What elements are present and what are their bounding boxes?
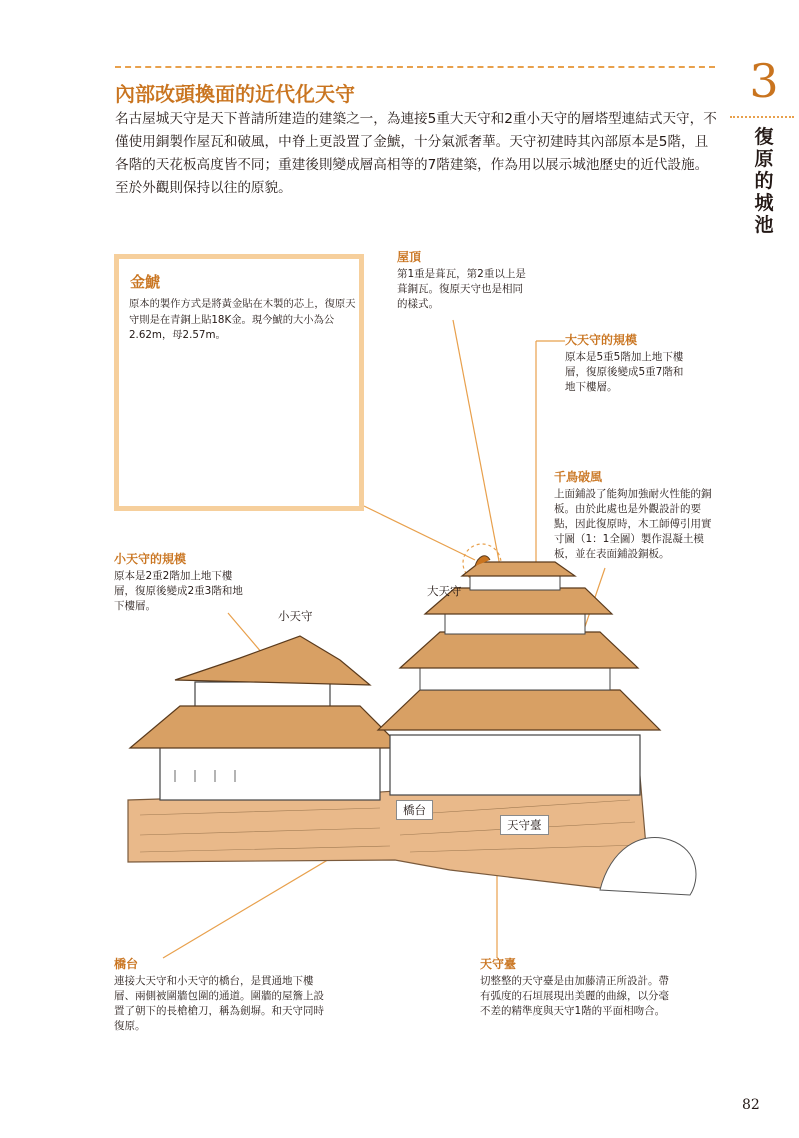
label-small-tower: 小天守: [278, 609, 313, 623]
callout-main-scale: [565, 333, 690, 395]
page-number: 82: [742, 1097, 760, 1113]
callout-tenshudai: [480, 957, 672, 1019]
shachi-text: 原本的製作方式是將黃金貼在木製的芯上，復原天守則是在青銅上貼18K金。現今鯱的大小為公2.62m，母2.57m。: [129, 298, 356, 341]
callout-chidori-title: 千鳥破風: [554, 470, 603, 484]
callout-small-scale: [114, 552, 249, 614]
chapter-number: 3: [749, 54, 779, 108]
callout-hashidai-text: 連接大天守和小天守的橋台，是貫通地下樓層、兩側被圍牆包圍的通道。圍牆的屋簷上設置了朝下的長槍槍刀，稱為劍塀。和天守同時復原。: [114, 975, 324, 1032]
callout-roof-title: 屋頂: [397, 250, 422, 264]
label-base: 天守臺: [500, 815, 549, 835]
callout-hashidai: [114, 957, 326, 1034]
chapter-title: 復原的城池: [754, 126, 774, 236]
callout-tenshudai-title: 天守臺: [480, 957, 517, 971]
callout-small-scale-title: 小天守的規模: [114, 552, 187, 566]
callout-chidori-text: 上面鋪設了能夠加強耐火性能的銅板。由於此處也是外觀設計的要點，因此復原時，木工師傅引用實寸圖（1：1全圖）製作混凝土模板，並在表面鋪設銅板。: [554, 488, 712, 560]
intro-paragraph: 名古屋城天守是天下普請所建造的建築之一，為連接5重大天守和2重小天守的層塔型連結式天守，不僅使用銅製作屋瓦和破風，中脊上更設置了金鯱，十分氣派奢華。天守初建時其內部原本是5階，且各階的天花板高度皆不同；重建後則變成層高相等的7階建築，作為用以展示城池歷史的近代設施。至於外觀則保持以往的原貌。: [115, 111, 717, 196]
callout-roof-text: 第1重是葺瓦，第2重以上是葺銅瓦。復原天守也是相同的樣式。: [397, 268, 526, 310]
callout-chidori: [554, 470, 719, 562]
callout-roof: [397, 250, 532, 312]
callout-main-scale-title: 大天守的規模: [565, 333, 638, 347]
callout-small-scale-text: 原本是2重2階加上地下樓層，復原後變成2重3階和地下樓層。: [114, 570, 243, 612]
label-bridge: 橋台: [396, 800, 433, 820]
label-main-tower: 大天守: [427, 584, 462, 598]
section-title: 內部改頭換面的近代化天守: [115, 82, 355, 106]
callout-hashidai-title: 橋台: [114, 957, 139, 971]
callout-main-scale-text: 原本是5重5階加上地下樓層，復原後變成5重7階和地下樓層。: [565, 351, 684, 393]
callout-tenshudai-text: 切整整的天守臺是由加藤清正所設計。帶有弧度的石垣展現出美麗的曲線，以分毫不差的精準度與天守1階的平面相吻合。: [480, 975, 669, 1017]
shachi-box: [114, 254, 364, 511]
shachi-title: 金鯱: [130, 273, 161, 291]
